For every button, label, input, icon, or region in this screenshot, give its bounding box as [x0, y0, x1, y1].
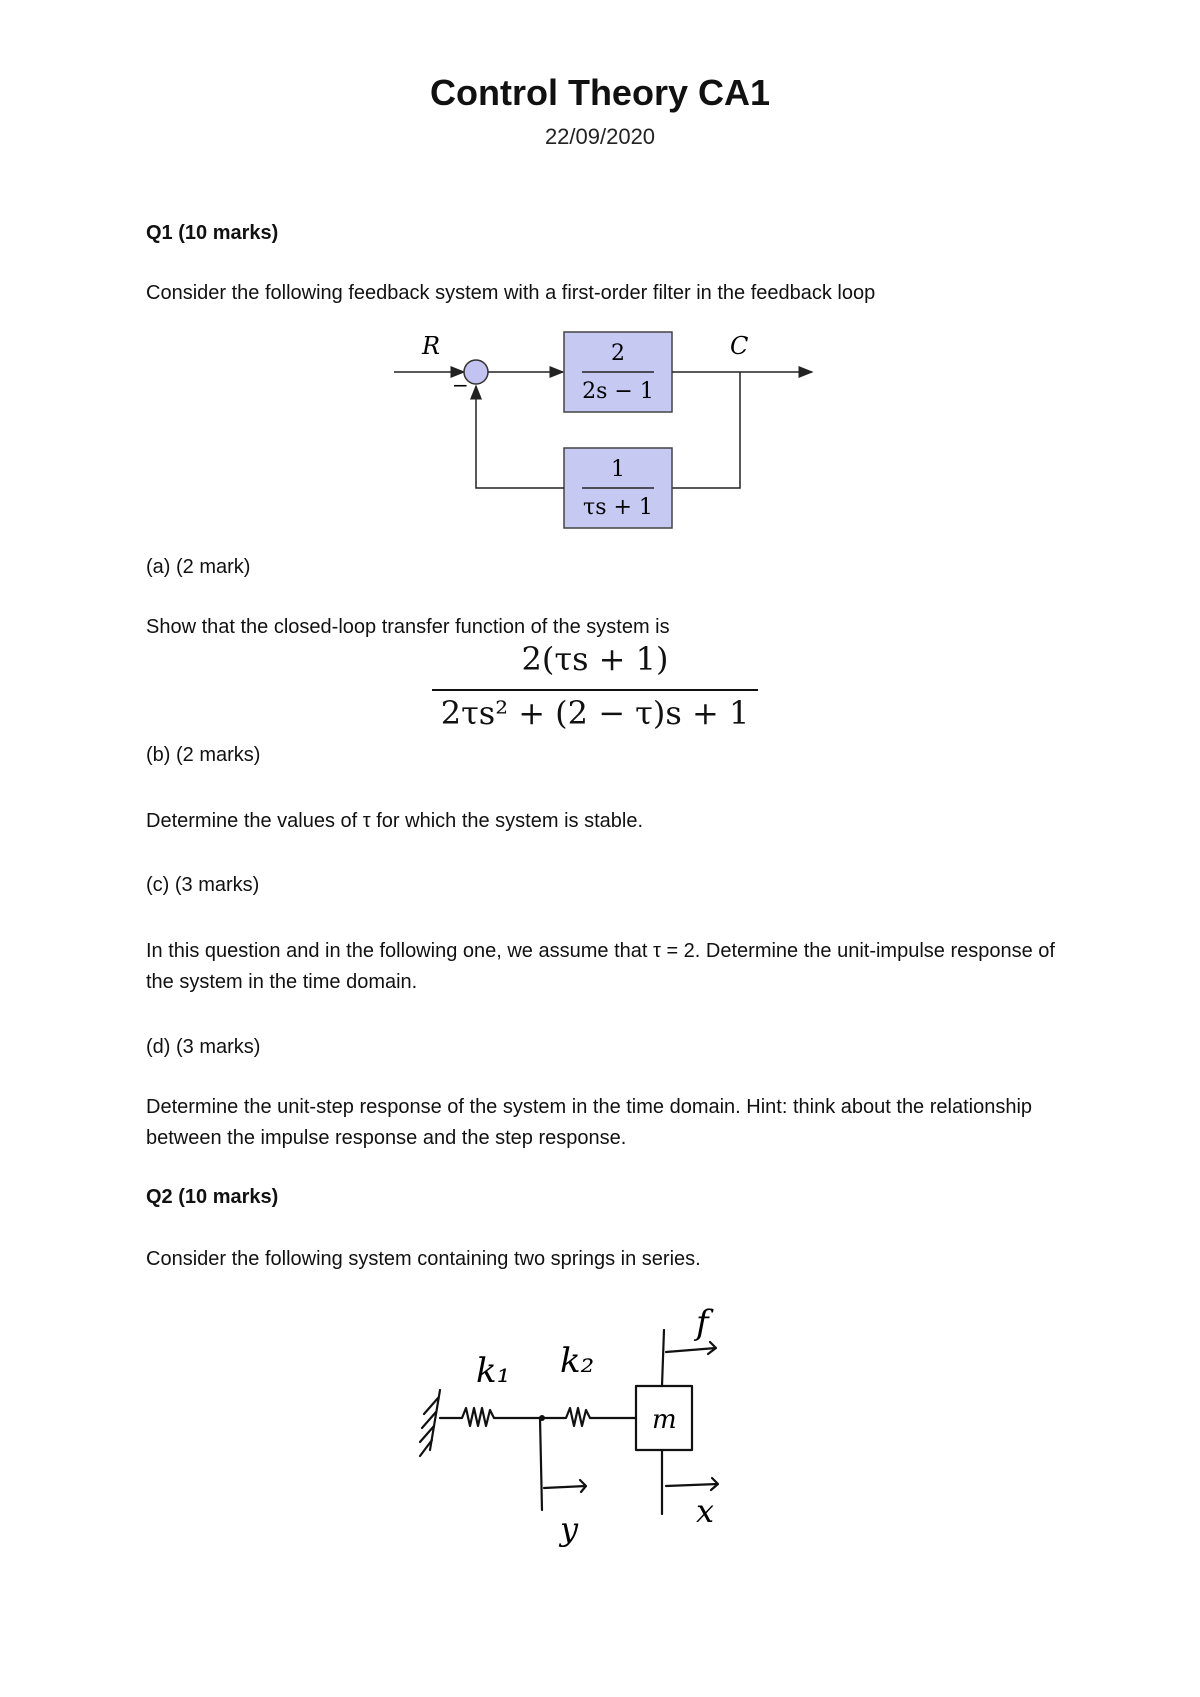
- force-label: f: [696, 1303, 709, 1343]
- q2-intro: Consider the following system containing two springs in series.: [146, 1248, 701, 1270]
- q2-heading: Q2 (10 marks): [146, 1186, 279, 1208]
- document-title: Control Theory CA1: [429, 72, 770, 113]
- spring-k2-label: k₂: [560, 1341, 595, 1381]
- q1-heading: Q1 (10 marks): [146, 222, 279, 244]
- document-date: 22/09/2020: [544, 124, 656, 149]
- y-displacement-label: y: [560, 1510, 579, 1548]
- junction-point: [539, 1415, 545, 1421]
- output-label-c: C: [730, 332, 749, 360]
- q1-intro: Consider the following feedback system with a first-order filter in the feedback loop: [146, 282, 876, 304]
- forward-denominator: 2s − 1: [582, 379, 654, 404]
- q1c-text: In this question and in the following one, we assume that τ = 2. Determine the unit-impulse response of the system in the time domain.: [146, 940, 1055, 993]
- input-label-r: R: [422, 332, 441, 360]
- spring-k1: [440, 1408, 544, 1426]
- spring-k2: [544, 1408, 636, 1426]
- q1a-label: (a) (2 mark): [146, 556, 251, 578]
- spring-mass-diagram: [400, 1290, 800, 1550]
- forward-numerator: 2: [611, 341, 625, 366]
- minus-sign: −: [452, 373, 469, 397]
- feedback-denominator: τs + 1: [583, 495, 653, 520]
- q1d-label: (d) (3 marks): [146, 1036, 261, 1058]
- fraction-bar: [432, 689, 758, 691]
- transfer-function-numerator: 2(τs + 1): [521, 640, 669, 678]
- q1a-text: Show that the closed-loop transfer function of the system is: [146, 616, 670, 638]
- mass-label: m: [652, 1405, 677, 1435]
- feedback-block-diagram: [380, 320, 840, 540]
- q1d-text: Determine the unit-step response of the system in the time domain. Hint: think about the relationship between the impulse response and the step response.: [146, 1096, 1033, 1149]
- q1c-label: (c) (3 marks): [146, 874, 260, 896]
- q1b-label: (b) (2 marks): [146, 744, 261, 766]
- feedback-numerator: 1: [611, 457, 625, 482]
- transfer-function-denominator: 2τs² + (2 − τ)s + 1: [440, 694, 750, 732]
- x-displacement-label: x: [696, 1492, 715, 1530]
- q1b-text: Determine the values of τ for which the system is stable.: [146, 810, 644, 832]
- spring-k1-label: k₁: [476, 1351, 511, 1391]
